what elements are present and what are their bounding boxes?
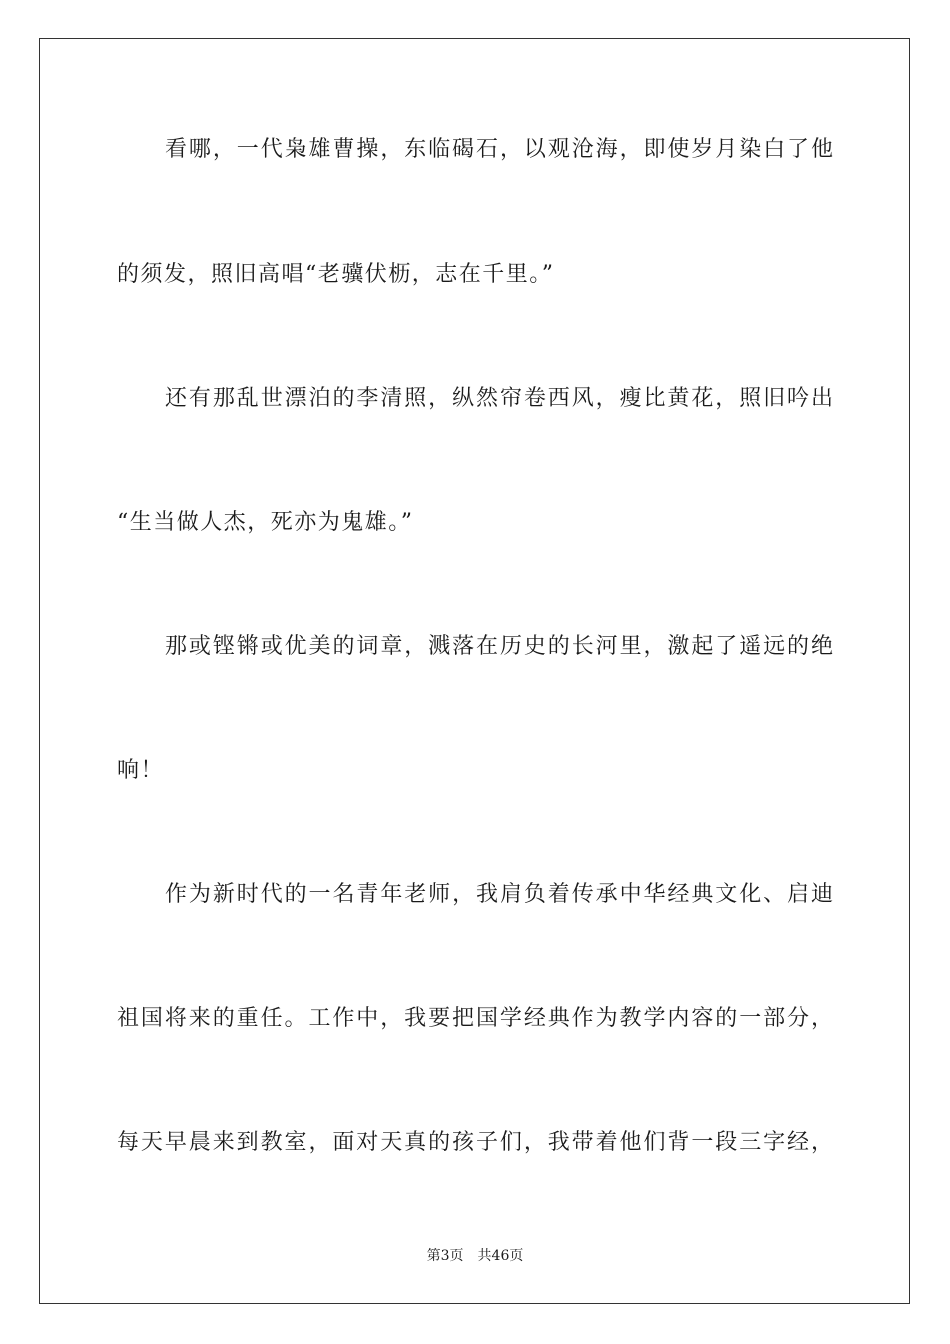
page-total: 共46页 (477, 1248, 524, 1264)
page-footer (0, 1246, 950, 1266)
text-line: 响！ (117, 758, 165, 783)
page-number: 第3页 (426, 1248, 464, 1264)
text-line: 那或铿锵或优美的词章，溅落在历史的长河里，激起了遥远的绝 (165, 634, 833, 659)
text-line: 祖国将来的重任。工作中，我要把国学经典作为教学内容的一部分， (117, 1006, 833, 1031)
page-border (39, 38, 910, 1304)
text-line: 看哪，一代枭雄曹操，东临碣石，以观沧海，即使岁月染白了他 (165, 137, 833, 162)
text-line: 每天早晨来到教室，面对天真的孩子们，我带着他们背一段三字经， (117, 1130, 833, 1155)
text-line: 的须发，照旧高唱“老骥伏枥，志在千里。” (117, 262, 555, 287)
text-line: 还有那乱世漂泊的李清照，纵然帘卷西风，瘦比黄花，照旧吟出 (165, 386, 833, 411)
text-line: 作为新时代的一名青年老师，我肩负着传承中华经典文化、启迪 (165, 882, 833, 907)
text-line: “生当做人杰，死亦为鬼雄。” (117, 510, 414, 535)
